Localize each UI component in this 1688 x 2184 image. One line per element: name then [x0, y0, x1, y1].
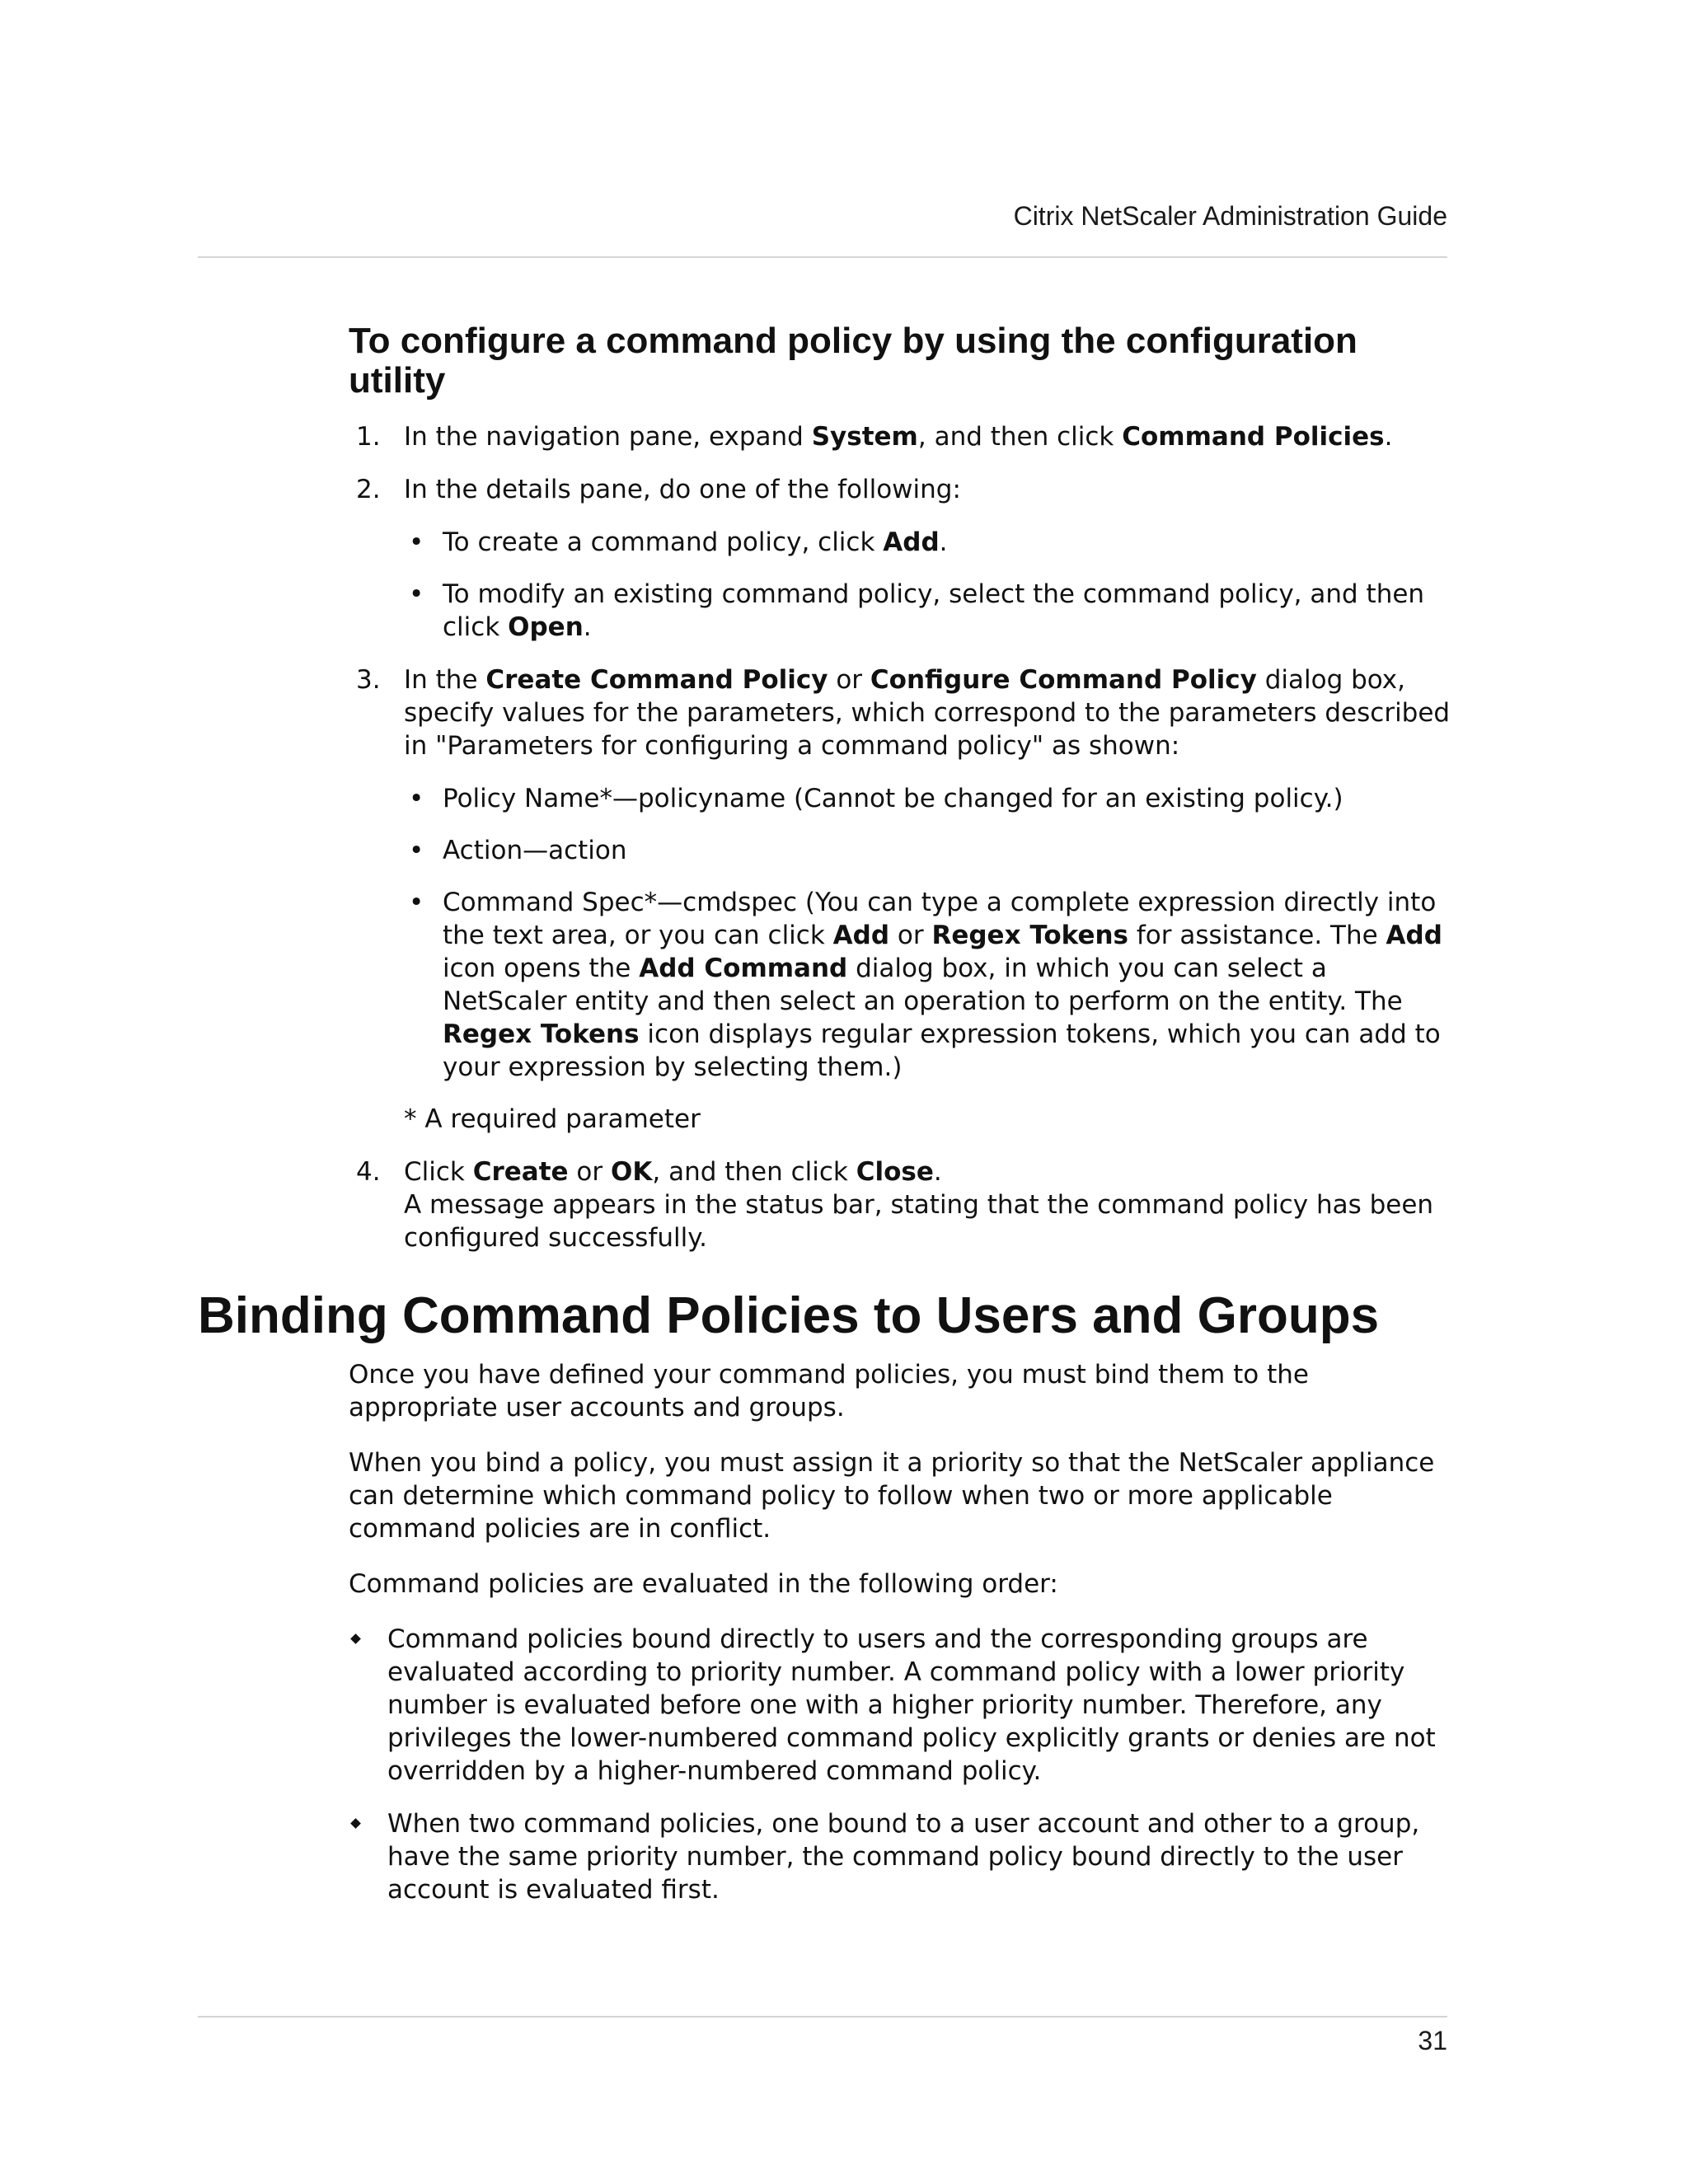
- page-content: [198, 321, 1451, 1926]
- parameter-command-spec: • Command Spec*—cmdspec (You can type a complete expression directly into the text area, or you can click Add or Regex Tokens for assistance. The Add icon opens the Add Command dialog box, in which you can select a NetScaler entity and then select an operation to perform on the entity. The Regex Tokens icon displays regular expression tokens, which you can add to your expression by selecting them.): [409, 888, 1442, 1082]
- required-parameter-note: * A required parameter: [404, 1104, 701, 1134]
- paragraph-priority: When you bind a policy, you must assign it a priority so that the NetScaler appliance can determine which command policy to follow when two or more applicable command policies are in conflict.: [349, 1448, 1435, 1544]
- step-number: 3.: [356, 665, 381, 695]
- procedure-heading: To configure a command policy by using the configuration utility: [349, 321, 1357, 401]
- ui-term: Create: [472, 1157, 569, 1187]
- section-heading: Binding Command Policies to Users and Groups: [198, 1287, 1380, 1344]
- ui-term: Regex Tokens: [931, 921, 1129, 950]
- step-number: 1.: [356, 422, 381, 452]
- ui-term: OK: [610, 1157, 653, 1187]
- evaluation-order-list: [349, 1623, 1457, 1906]
- paragraph-bind-intro: Once you have defined your command policies, you must bind them to the appropriate user accounts and groups.: [349, 1360, 1309, 1422]
- parameter-action: • Action—action: [409, 836, 627, 865]
- ui-term: System: [811, 422, 918, 452]
- ui-term: Add: [883, 527, 940, 557]
- ui-term: Open: [508, 612, 584, 642]
- step-number: 4.: [356, 1157, 381, 1187]
- bullet-icon: •: [409, 888, 424, 917]
- parameter-list: [404, 782, 1451, 1084]
- step-2-options: [404, 526, 1451, 644]
- bullet-icon: •: [409, 784, 424, 813]
- ui-term: Add Command: [639, 954, 848, 983]
- procedure-steps: [349, 420, 1451, 1254]
- ui-term: Create Command Policy: [485, 665, 828, 695]
- ui-term: Regex Tokens: [443, 1019, 640, 1049]
- option-modify: • To modify an existing command policy, select the command policy, and then click Open.: [409, 579, 1425, 642]
- paragraph-evaluation-order: Command policies are evaluated in the following order:: [349, 1569, 1058, 1599]
- bullet-icon: •: [409, 579, 424, 609]
- bullet-icon: •: [409, 527, 424, 557]
- ui-term: Add: [1386, 921, 1442, 950]
- step-2: 2. In the details pane, do one of the following: • To create a command policy, click Add. • To modify an existing command policy, select the command policy, and then click Open.: [349, 473, 1451, 644]
- header-divider: [198, 256, 1447, 258]
- ui-term: Add: [832, 921, 890, 950]
- bullet-icon: •: [409, 836, 424, 865]
- step-3: 3. In the Create Command Policy or Configure Command Policy dialog box, specify values for the parameters, which correspond to the parameters described in "Parameters for configuring a command policy" as shown: • Policy Name*—policyname (Cannot be changed for an existing policy.) • Action—action • Command Spec*—cmdspec (You can type a complete expression directly into the text area, or you can click Add or Regex Tokens for assistance. The Add icon opens the Add Command dialog box, in which you can select a NetScaler entity and then select an operation to perform on the entity. The Regex Tokens icon displays regular expression tokens, which you can add to your expression by selecting them.) * A required parameter: [356, 665, 1451, 1134]
- ui-term: Configure Command Policy: [870, 665, 1257, 695]
- step-number: 2.: [356, 475, 381, 504]
- option-create: • To create a command policy, click Add.: [409, 527, 948, 557]
- footer-divider: [198, 2016, 1447, 2018]
- step-4: 4. Click Create or OK, and then click Close. A message appears in the status bar, stating that the command policy has been configured successfully.: [356, 1157, 1434, 1253]
- page-number: 31: [1418, 2026, 1447, 2055]
- status-message-note: A message appears in the status bar, stating that the command policy has been configured successfully.: [404, 1190, 1434, 1253]
- running-header: Citrix NetScaler Administration Guide: [1013, 201, 1447, 231]
- ui-term: Command Policies: [1122, 422, 1385, 452]
- step-1: 1. In the navigation pane, expand System, and then click Command Policies.: [356, 422, 1393, 452]
- diamond-bullet-icon: [350, 1818, 361, 1829]
- parameter-policy-name: • Policy Name*—policyname (Cannot be changed for an existing policy.): [409, 784, 1343, 813]
- evaluation-rule: When two command policies, one bound to a user account and other to a group, have the same priority number, the command policy bound directly to the user account is evaluated first.: [349, 1807, 1457, 1906]
- ui-term: Close: [856, 1157, 934, 1187]
- evaluation-rule: Command policies bound directly to users and the corresponding groups are evaluated according to priority number. A command policy with a lower priority number is evaluated before one with a higher priority number. Therefore, any privileges the lower-numbered command policy explicitly grants or denies are not overridden by a higher-numbered command policy.: [349, 1623, 1457, 1788]
- diamond-bullet-icon: [350, 1633, 361, 1644]
